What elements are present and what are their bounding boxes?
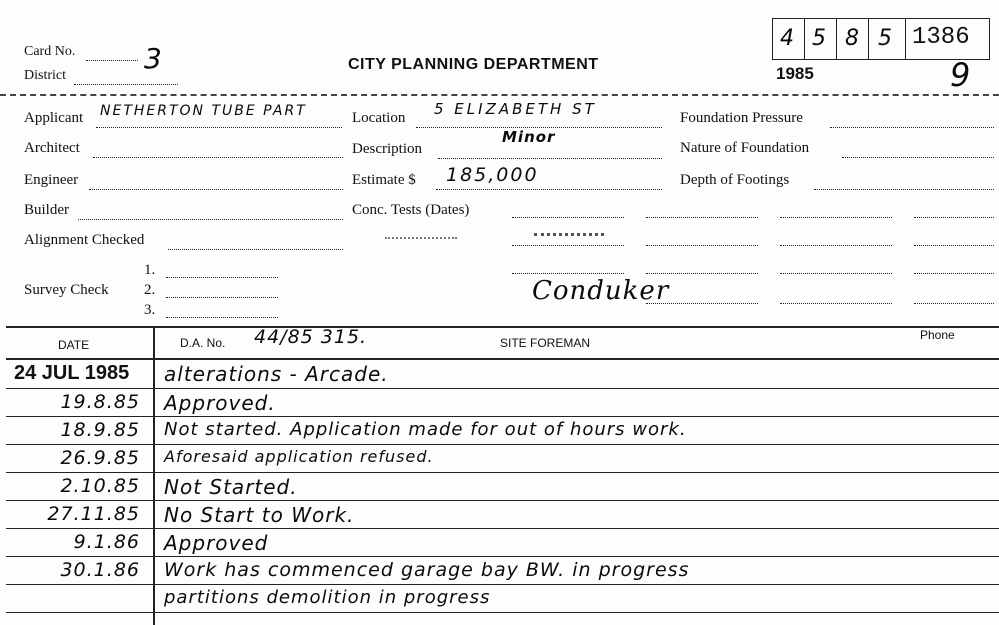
nature-label: Nature of Foundation (680, 140, 810, 156)
log-entry-9: partitions demolition in progress (164, 587, 491, 608)
log-entry-8: Work has commenced garage bay BW. in progress (164, 559, 690, 581)
estimate-line (436, 189, 662, 190)
conc-test-line-11 (780, 273, 892, 274)
log-date-8: 30.1.86 (60, 559, 140, 581)
survey-label: Survey Check (24, 282, 109, 298)
survey-line-3 (166, 317, 278, 318)
description-value: Minor (502, 128, 556, 146)
estimate-label: Estimate $ (352, 172, 416, 188)
log-row-line-7 (6, 556, 999, 557)
log-header-rule (6, 358, 999, 360)
conc-test-line-14 (780, 303, 892, 304)
conc-test-line-3 (780, 217, 892, 218)
header-divider (0, 94, 999, 96)
conc-test-line-8 (914, 245, 994, 246)
description-label: Description (352, 141, 422, 157)
card-no-value: 3 (144, 42, 163, 75)
conc-tests-label: Conc. Tests (Dates) (352, 202, 470, 218)
location-value: 5 ELIZABETH ST (434, 100, 597, 118)
depth-label: Depth of Footings (680, 172, 790, 188)
conc-test-line-7 (780, 245, 892, 246)
conc-test-line-9 (512, 273, 624, 274)
engineer-label: Engineer (24, 172, 79, 188)
log-entry-5: Not Started. (164, 475, 298, 499)
card-no-label: Card No. (24, 44, 76, 59)
department-title: CITY PLANNING DEPARTMENT (348, 56, 599, 73)
architect-label: Architect (24, 140, 80, 156)
year: 1985 (776, 64, 814, 83)
applicant-line (96, 127, 342, 128)
conc-test-line-6 (646, 245, 758, 246)
smudge-1 (385, 237, 457, 239)
conc-test-line-4 (914, 217, 994, 218)
location-label: Location (352, 110, 406, 126)
box-digit-2: 5 (812, 26, 827, 51)
log-date-3: 18.9.85 (60, 419, 140, 441)
box-digit-3: 8 (845, 26, 860, 51)
log-entry-7: Approved (164, 531, 269, 555)
foundation-pressure-line (830, 127, 994, 128)
description-line (438, 158, 662, 159)
log-row-line-1 (6, 388, 999, 389)
log-date-5: 2.10.85 (60, 475, 140, 497)
depth-line (814, 189, 994, 190)
nature-line (842, 157, 994, 158)
log-row-line-5 (6, 500, 999, 501)
smudge-2 (534, 233, 604, 236)
alignment-line (168, 249, 343, 250)
log-date-1: 24 JUL 1985 (14, 362, 130, 384)
conc-test-line-2 (646, 217, 758, 218)
da-label: D.A. No. (180, 336, 226, 350)
record-number: 1386 (912, 24, 970, 51)
survey-line-1 (166, 277, 278, 278)
box-divider-1 (804, 18, 805, 60)
log-date-6: 27.11.85 (47, 503, 140, 525)
log-entry-4: Aforesaid application refused. (164, 447, 434, 466)
log-date-divider (153, 326, 155, 625)
card-no-line (86, 60, 138, 61)
da-value: 44/85 315. (254, 326, 368, 348)
conc-test-line-15 (914, 303, 994, 304)
conc-test-line-5 (512, 245, 624, 246)
signature: Conduker (532, 276, 670, 306)
log-date-4: 26.9.85 (60, 447, 140, 469)
log-row-line-3 (6, 444, 999, 445)
sub-number: 9 (950, 56, 972, 94)
builder-label: Builder (24, 202, 69, 218)
engineer-line (89, 189, 343, 190)
box-divider-2 (836, 18, 837, 60)
conc-test-line-10 (646, 273, 758, 274)
log-row-line-2 (6, 416, 999, 417)
log-row-line-8 (6, 584, 999, 585)
log-entry-1: alterations - Arcade. (164, 362, 389, 386)
survey-item-1: 1. (144, 262, 156, 278)
date-header: DATE (58, 338, 90, 352)
log-date-2: 19.8.85 (60, 391, 140, 413)
log-row-line-9 (6, 612, 999, 613)
log-entry-3: Not started. Application made for out of hours work. (164, 419, 687, 440)
conc-test-line-1 (512, 217, 624, 218)
log-entry-2: Approved. (164, 391, 276, 415)
survey-line-2 (166, 297, 278, 298)
box-digit-4: 5 (878, 26, 893, 51)
district-line (74, 84, 178, 85)
survey-item-3: 3. (144, 302, 156, 318)
applicant-label: Applicant (24, 110, 84, 126)
site-foreman-label: SITE FOREMAN (500, 336, 591, 350)
box-digit-1: 4 (780, 26, 795, 51)
log-row-line-6 (6, 528, 999, 529)
survey-item-2: 2. (144, 282, 156, 298)
log-row-line-4 (6, 472, 999, 473)
builder-line (78, 219, 343, 220)
conc-test-line-12 (914, 273, 994, 274)
phone-label: Phone (920, 328, 955, 342)
log-date-7: 9.1.86 (73, 531, 140, 553)
box-divider-4 (905, 18, 906, 60)
alignment-label: Alignment Checked (24, 232, 145, 248)
box-divider-3 (868, 18, 869, 60)
estimate-value: 185,000 (446, 164, 539, 186)
foundation-pressure-label: Foundation Pressure (680, 110, 803, 126)
district-label: District (24, 68, 66, 83)
applicant-value: NETHERTON TUBE PART (100, 103, 307, 119)
log-entry-6: No Start to Work. (164, 503, 355, 527)
architect-line (93, 157, 343, 158)
